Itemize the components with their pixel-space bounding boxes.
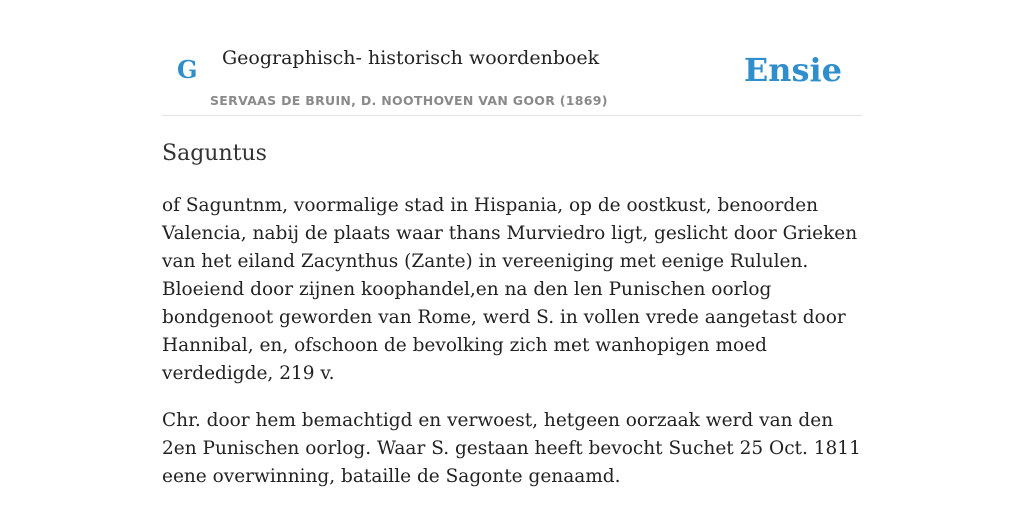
book-authors: SERVAAS DE BRUIN, D. NOOTHOVEN VAN GOOR (1869) <box>210 93 608 108</box>
book-title-link[interactable]: Geographisch- historisch woordenboek <box>222 47 600 69</box>
book-logo-link[interactable]: G <box>177 55 198 84</box>
entry-title: Saguntus <box>162 141 267 166</box>
entry-paragraph: of Saguntnm, voormalige stad in Hispania, op de oostkust, benoorden Valencia, nabij de plaats waar thans Murviedro ligt, geslicht door Grieken van het eiland Zacynthus (Zante) in vereeniging met eenige Rululen. Bloeiend door zijnen koophandel,en na den len Punischen oorlog bondgenoot geworden van Rome, werd S. in vollen vrede aangetast door Hannibal, en, ofschoon de bevolking zich met wanhopigen moed verdedigde, 219 v. <box>162 195 858 384</box>
entry-content <box>162 192 862 510</box>
book-header <box>162 0 862 116</box>
entry-paragraph: Chr. door hem bemachtigd en verwoest, hetgeen oorzaak werd van den 2en Punischen oorlog. Waar S. gestaan heeft bevocht Suchet 25 Oct. 1811 eene overwinning, bataille de Sagonte genaamd. <box>162 410 861 487</box>
ensie-brand-link[interactable]: Ensie <box>743 51 842 89</box>
